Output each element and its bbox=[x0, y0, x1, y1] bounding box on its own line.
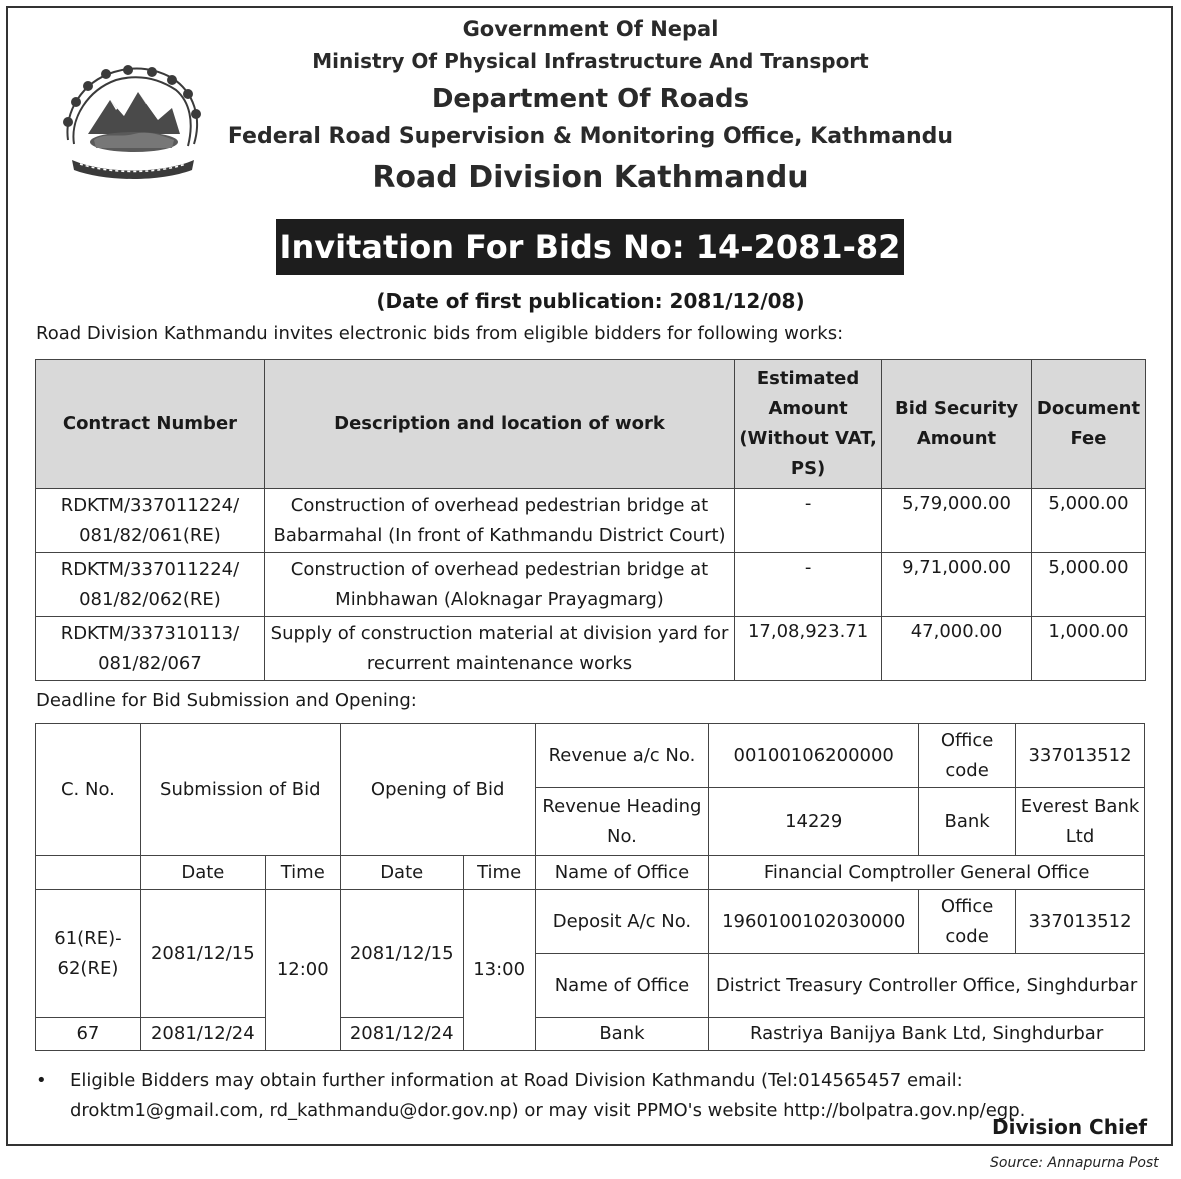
header-bid-security: Bid Security Amount bbox=[882, 360, 1032, 489]
header-ministry: Ministry Of Physical Infrastructure And Transport bbox=[312, 49, 869, 73]
name-of-office-label: Name of Office bbox=[535, 954, 709, 1018]
deadline-row bbox=[36, 856, 1145, 890]
publication-date: (Date of first publication: 2081/12/08) bbox=[376, 289, 805, 313]
revenue-ac-label: Revenue a/c No. bbox=[535, 724, 709, 788]
office-code-label: Office code bbox=[919, 724, 1016, 788]
works-table bbox=[35, 359, 1146, 681]
opening-date: 2081/12/24 bbox=[340, 1018, 463, 1051]
works-header-row bbox=[36, 360, 1146, 489]
opening-date-header: Date bbox=[340, 856, 463, 890]
bid-security-amount: 5,79,000.00 bbox=[882, 489, 1032, 553]
submission-date-header: Date bbox=[140, 856, 265, 890]
name-of-office-label: Name of Office bbox=[535, 856, 709, 890]
header-government: Government Of Nepal bbox=[462, 17, 719, 41]
revenue-heading-value: 14229 bbox=[709, 788, 919, 856]
work-description: Construction of overhead pedestrian bridge at Babarmahal (In front of Kathmandu District Court) bbox=[264, 489, 734, 553]
deadline-label: Deadline for Bid Submission and Opening: bbox=[36, 690, 417, 711]
signature-division-chief: Division Chief bbox=[992, 1115, 1148, 1139]
revenue-ac-value: 00100106200000 bbox=[709, 724, 919, 788]
table-row bbox=[36, 617, 1146, 681]
document-fee: 1,000.00 bbox=[1031, 617, 1145, 681]
deposit-value: 1960100102030000 bbox=[709, 890, 919, 954]
office-code-value: 337013512 bbox=[1016, 890, 1145, 954]
submission-time-header: Time bbox=[265, 856, 340, 890]
deposit-label: Deposit A/c No. bbox=[535, 890, 709, 954]
document-fee: 5,000.00 bbox=[1031, 489, 1145, 553]
bank-label: Bank bbox=[535, 1018, 709, 1051]
c-no-header: C. No. bbox=[36, 724, 141, 856]
header-document-fee: Document Fee bbox=[1031, 360, 1145, 489]
submission-time: 12:00 bbox=[265, 890, 340, 1051]
work-description: Supply of construction material at division yard for recurrent maintenance works bbox=[264, 617, 734, 681]
c-no-blank bbox=[36, 856, 141, 890]
name-of-office-value: Financial Comptroller General Office bbox=[709, 856, 1145, 890]
office-code-value: 337013512 bbox=[1016, 724, 1145, 788]
work-description: Construction of overhead pedestrian bridge at Minbhawan (Aloknagar Prayagmarg) bbox=[264, 553, 734, 617]
deadline-row bbox=[36, 890, 1145, 954]
intro-text: Road Division Kathmandu invites electronic bids from eligible bidders for following works: bbox=[36, 323, 844, 344]
bid-title-banner bbox=[276, 219, 904, 275]
submission-date: 2081/12/24 bbox=[140, 1018, 265, 1051]
header-federal-office: Federal Road Supervision & Monitoring Office, Kathmandu bbox=[227, 124, 954, 149]
header-contract-number: Contract Number bbox=[36, 360, 265, 489]
opening-date: 2081/12/15 bbox=[340, 890, 463, 1018]
contract-number: RDKTM/337011224/ 081/82/061(RE) bbox=[36, 489, 265, 553]
deadline-table bbox=[35, 723, 1145, 1051]
estimated-amount: - bbox=[735, 489, 882, 553]
deadline-row bbox=[36, 1018, 1145, 1051]
bid-security-amount: 47,000.00 bbox=[882, 617, 1032, 681]
office-code-label: Office code bbox=[919, 890, 1016, 954]
header-road-division: Road Division Kathmandu bbox=[372, 160, 809, 195]
bank-value: Everest Bank Ltd bbox=[1016, 788, 1145, 856]
bid-title: Invitation For Bids No: 14-2081-82 bbox=[279, 228, 901, 266]
header-estimated-amount: Estimated Amount (Without VAT, PS) bbox=[735, 360, 882, 489]
contract-c-no: 67 bbox=[36, 1018, 141, 1051]
deadline-row bbox=[36, 724, 1145, 788]
contract-number: RDKTM/337310113/ 081/82/067 bbox=[36, 617, 265, 681]
document-fee: 5,000.00 bbox=[1031, 553, 1145, 617]
opening-header: Opening of Bid bbox=[340, 724, 535, 856]
opening-time: 13:00 bbox=[463, 890, 535, 1051]
header-department: Department Of Roads bbox=[431, 84, 750, 114]
contact-note-text: Eligible Bidders may obtain further information at Road Division Kathmandu (Tel:014565457 email: droktm1@gmail.com, rd_kathmandu@dor.gov.np) or may visit PPMO's website http://bolpatra.gov.np/egp. bbox=[70, 1070, 1026, 1121]
contract-c-no: 61(RE)- 62(RE) bbox=[36, 890, 141, 1018]
estimated-amount: - bbox=[735, 553, 882, 617]
estimated-amount: 17,08,923.71 bbox=[735, 617, 882, 681]
bid-security-amount: 9,71,000.00 bbox=[882, 553, 1032, 617]
bullet-icon: • bbox=[36, 1070, 47, 1091]
contact-note bbox=[36, 1066, 1146, 1126]
table-row bbox=[36, 553, 1146, 617]
submission-header: Submission of Bid bbox=[140, 724, 340, 856]
bank-label: Bank bbox=[919, 788, 1016, 856]
revenue-heading-label: Revenue Heading No. bbox=[535, 788, 709, 856]
header-description: Description and location of work bbox=[264, 360, 734, 489]
submission-date: 2081/12/15 bbox=[140, 890, 265, 1018]
name-of-office-value: District Treasury Controller Office, Singhdurbar bbox=[709, 954, 1145, 1018]
source-credit: Source: Annapurna Post bbox=[990, 1155, 1159, 1171]
bank-value: Rastriya Banijya Bank Ltd, Singhdurbar bbox=[709, 1018, 1145, 1051]
table-row bbox=[36, 489, 1146, 553]
opening-time-header: Time bbox=[463, 856, 535, 890]
contract-number: RDKTM/337011224/ 081/82/062(RE) bbox=[36, 553, 265, 617]
